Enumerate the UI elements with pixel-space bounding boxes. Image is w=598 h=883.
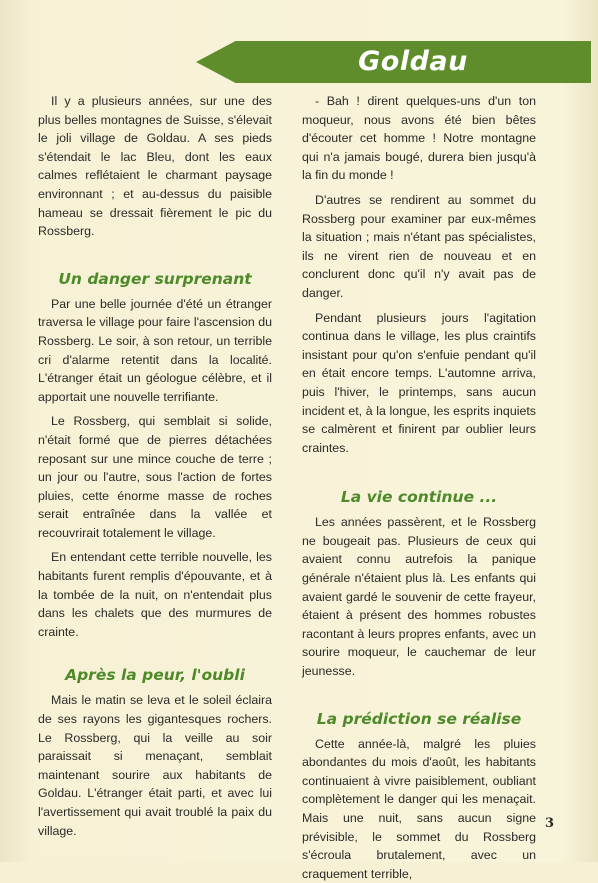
section-title-danger: Un danger surprenant — [58, 269, 252, 288]
paragraph: - Bah ! dirent quelques-uns d'un ton moqueur, nous avons été bien bêtes d'écouter cet homme ! Notre montagne qui n'a jamais bougé, durera bien jusqu'à la fin du monde ! — [302, 94, 536, 183]
section-title-vie: La vie continue ... — [340, 488, 498, 507]
intro-paragraph: Il y a plusieurs années, sur une des plus belles montagnes de Suisse, s'élevait le joli village de Goldau. A ses pieds s'étendait le lac Bleu, dont les eaux calmes reflétaient le charmant paysage environnant ; et au-dessus du paisible hameau se dressait fièrement le pic du Rossberg. — [38, 94, 272, 239]
left-column — [38, 92, 272, 840]
paragraph: En entendant cette terrible nouvelle, les habitants furent remplis d'épouvante, et à la tombée de la nuit, on n'entendait plus dans les chalets que des murmures de crainte. — [38, 550, 272, 639]
paragraph: Mais le matin se leva et le soleil éclaira de ses rayons les gigantesques rochers. Le Rossberg, qui la veille au soir paraissait si menaçant, semblait maintenant sourire aux habitants de Goldau. L'étranger était parti, et avec lui l'avertissement qui avait troublé la paix du village. — [38, 693, 272, 838]
paragraph: Pendant plusieurs jours l'agitation continua dans le village, les plus craintifs insistant pour qu'on s'enfuie pendant qu'il en était encore temps. L'automne arriva, puis l'hiver, le printemps, sans aucun incident et, à la longue, les esprits inquiets se calmèrent et finirent par oublier leurs craintes. — [302, 310, 536, 455]
right-column — [302, 92, 536, 883]
page-number: 3 — [545, 816, 555, 831]
paragraph: Le Rossberg, qui semblait si solide, n'était formé que de pierres détachées reposant sur une mince couche de terre ; un jour ou l'autre, sous l'action de fortes pluies, cette énorme masse de roches serait entraînée dans la vallée et recouvrirait totalement le village. — [38, 414, 272, 540]
page-title: Goldau — [358, 46, 468, 77]
paragraph: Les années passèrent, et le Rossberg ne bougeait pas. Plusieurs de ceux qui avaient connu autrefois la panique générale n'étaient plus là. Les enfants qui avaient gardé le souvenir de cette frayeur, étaient à présent des hommes robustes racontant à leurs propres enfants, avec un sourire moqueur, le cauchemar de leur jeunesse. — [302, 515, 536, 679]
paragraph: D'autres se rendirent au sommet du Rossberg pour examiner par eux-mêmes la situation ; mais n'étant pas spécialistes, ils ne virent rien de nouveau et en conclurent donc qu'il n'y avait pas de danger. — [302, 192, 536, 300]
section-title-oubli: Après la peur, l'oubli — [65, 666, 245, 685]
paragraph: Cette année-là, malgré les pluies abondantes du mois d'août, les habitants continuaient à vivre paisiblement, oubliant complètement le danger qui les menaçait. Mais une nuit, sans aucun signe prévisible, le sommet du Rossberg s'écroula brutalement, avec un craquement terrible, — [302, 736, 536, 881]
section-title-prediction: La prédiction se réalise — [316, 709, 522, 728]
paragraph: Par une belle journée d'été un étranger traversa le village pour faire l'ascension du Rossberg. Le soir, à son retour, un terrible cri d'alarme retentit dans la localité. L'étranger était un géologue célèbre, et il apportait une nouvelle terrifiante. — [38, 296, 272, 404]
